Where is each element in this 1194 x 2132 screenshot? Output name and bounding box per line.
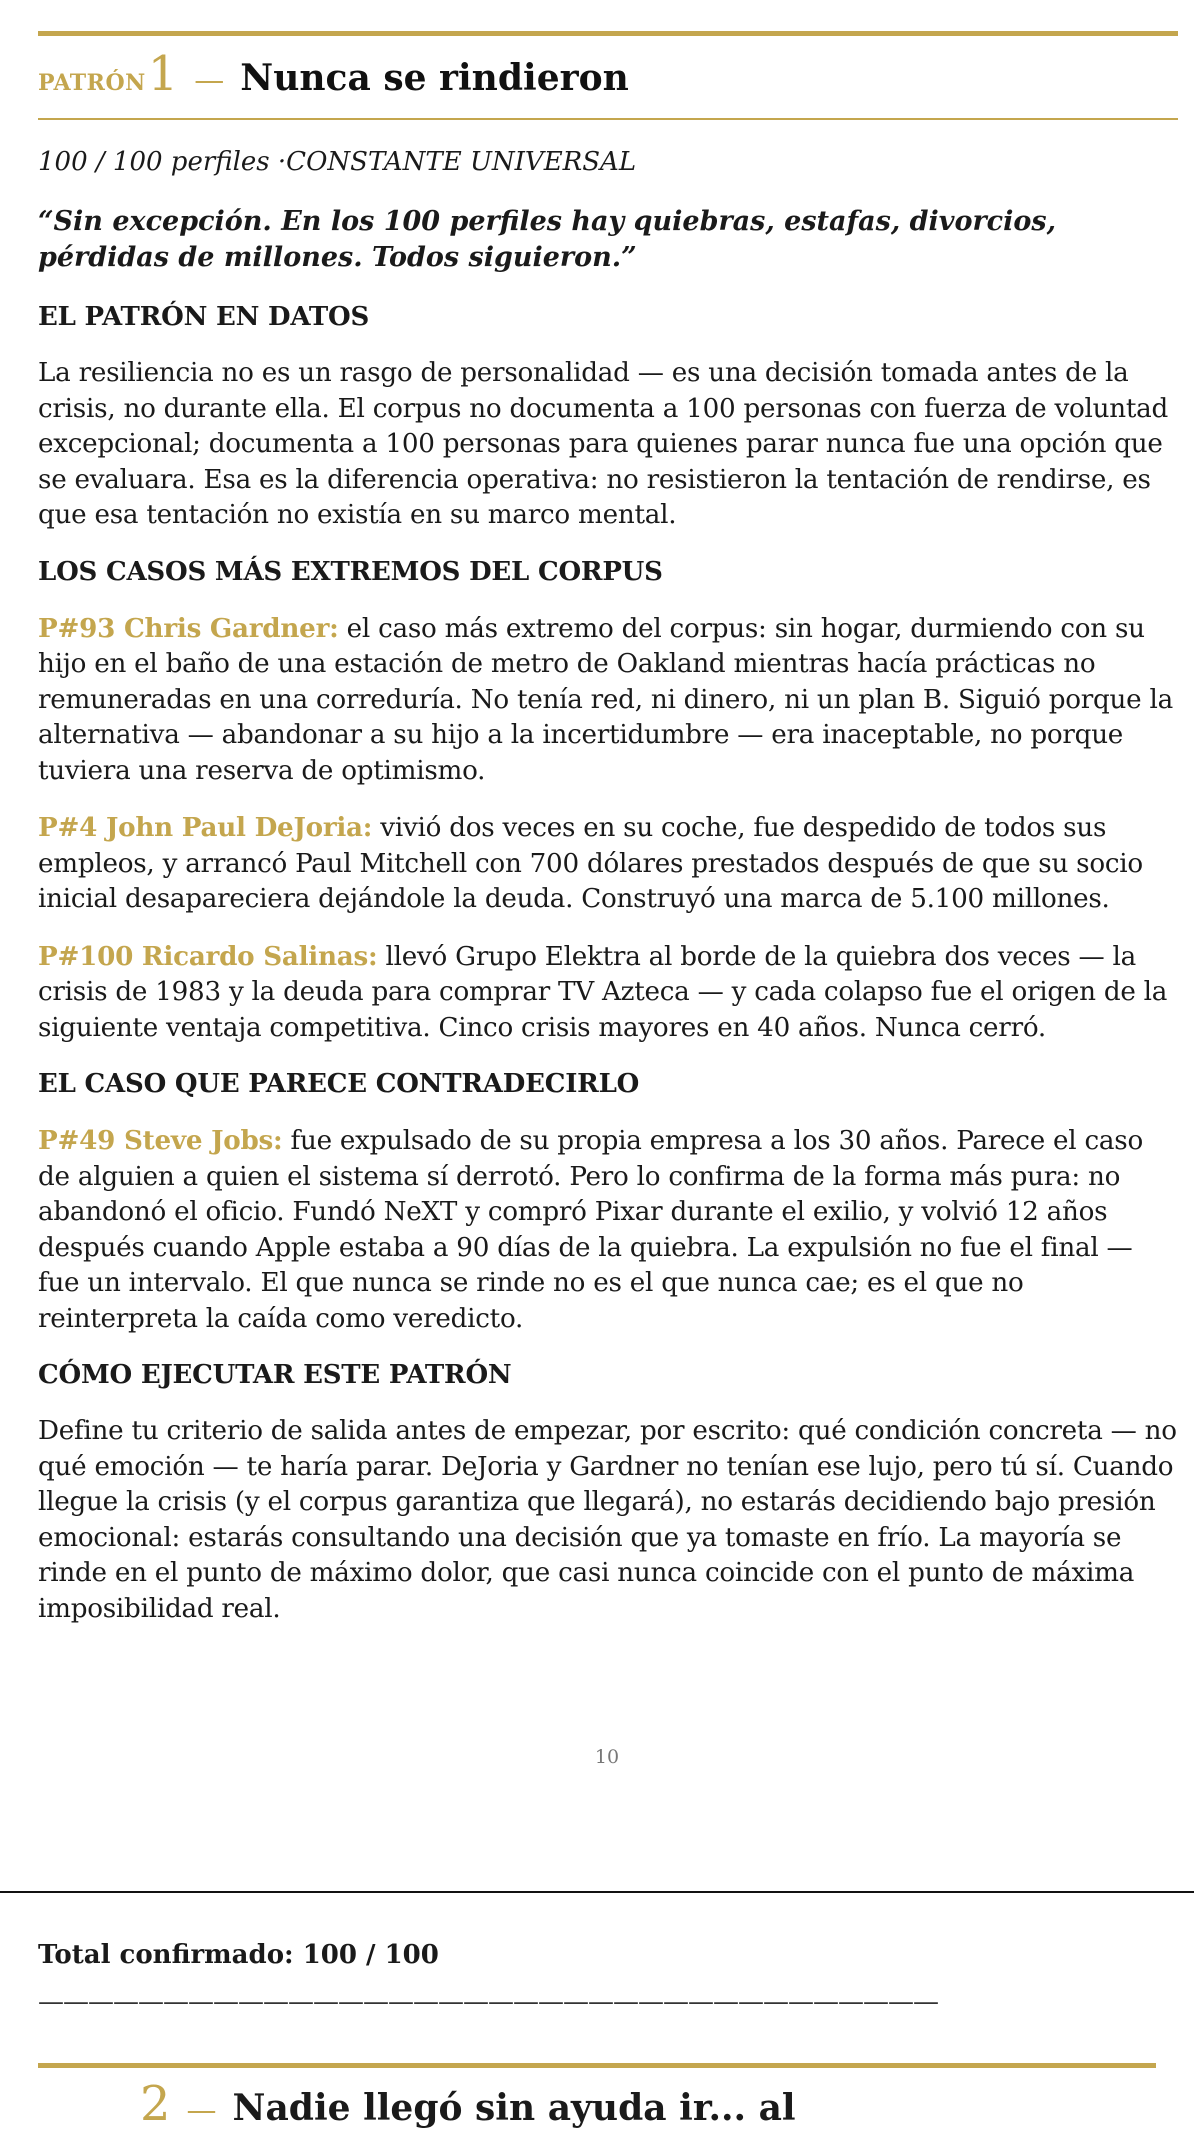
dash-separator: ———————————————————————————————————— <box>38 1987 938 2017</box>
pattern-title-row <box>38 46 629 116</box>
top-gold-rule <box>38 31 1178 36</box>
pattern-content <box>38 140 1178 1648</box>
pattern-label: PATRÓN <box>38 70 146 96</box>
page-number: 10 <box>594 1746 620 1768</box>
case-name: P#49 Steve Jobs: <box>38 1125 283 1156</box>
title-dash: — <box>194 63 225 98</box>
title-underline-rule <box>38 118 1178 120</box>
next-pattern-number: 2 <box>140 2076 171 2132</box>
case-paragraph <box>38 810 1178 918</box>
case-text: vivió dos veces en su coche, fue despedido de todos sus empleos, y arrancó Paul Mitchell con 700 dólares prestados después de que su socio inicial desapareciera dejándole la deuda. Construyó una marca de 5.100 millones. <box>38 813 1143 914</box>
section-heading-ejecutar: CÓMO EJECUTAR ESTE PATRÓN <box>38 1360 512 1390</box>
case-paragraph <box>38 611 1178 790</box>
section-text-datos: La resiliencia no es un rasgo de personalidad — es una decisión tomada antes de la crisis, no durante ella. El corpus no documenta a 100 personas con fuerza de voluntad excepcional; documenta a 100 personas para quienes parar nunca fue una opción que se evaluara. Esa es la diferencia operativa: no resistieron la tentación de rendirse, es que esa tentación no existía en su marco mental. <box>38 358 1169 530</box>
case-text: fue expulsado de su propia empresa a los 30 años. Parece el caso de alguien a quien el sistema sí derrotó. Pero lo confirma de la forma más pura: no abandonó el oficio. Fundó NeXT y compró Pixar durante el exilio, y volvió 12 años después cuando Apple estaba a 90 días de la quiebra. La expulsión no fue el final — fue un intervalo. El que nunca se rinde no es el que nunca cae; es el que no reinterpreta la caída como veredicto. <box>38 1126 1143 1334</box>
next-pattern-title-row <box>140 2076 796 2132</box>
case-text: el caso más extremo del corpus: sin hogar, durmiendo con su hijo en el baño de una estación de metro de Oakland mientras hacía prácticas no remuneradas en una correduría. No tenía red, ni dinero, ni un plan B. Siguió porque la alternativa — abandonar a su hijo a la incertidumbre — era inaceptable, no porque tuviera una reserva de optimismo. <box>38 613 1173 786</box>
next-pattern-title: Nadie llegó sin ayuda ir... al <box>232 2087 796 2129</box>
section-heading-extremos: LOS CASOS MÁS EXTREMOS DEL CORPUS <box>38 556 663 587</box>
section-heading-datos: EL PATRÓN EN DATOS <box>38 302 370 332</box>
case-paragraph <box>38 939 1178 1047</box>
case-name: P#93 Chris Gardner: <box>38 612 339 644</box>
case-name: P#4 John Paul DeJoria: <box>38 812 373 843</box>
case-name: P#100 Ricardo Salinas: <box>38 940 378 972</box>
case-paragraph <box>38 1123 1178 1337</box>
section-text-ejecutar: Define tu criterio de salida antes de empezar, por escrito: qué condición concreta — no qué emoción — te haría parar. DeJoria y Gardner no tenían ese lujo, pero tú sí. Cuando llegue la crisis (y el corpus garantiza que llegará), no estarás decidiendo bajo presión emocional: estarás consultando una decisión que ya tomaste en frío. La mayoría se rinde en el punto de máximo dolor, que casi nunca coincide con el punto de máxima imposibilidad real. <box>38 1416 1177 1624</box>
pattern-meta: 100 / 100 perfiles ·CONSTANTE UNIVERSAL <box>38 147 637 177</box>
pattern-number: 1 <box>147 46 179 102</box>
next-section-gold-rule <box>38 2063 1156 2068</box>
total-confirmed: Total confirmado: 100 / 100 <box>38 1940 439 1970</box>
case-text: llevó Grupo Elektra al borde de la quiebra dos veces — la crisis de 1983 y la deuda para comprar TV Azteca — y cada colapso fue el origen de la siguiente ventaja competitiva. Cinco crisis mayores en 40 años. Nunca cerró. <box>38 941 1168 1043</box>
pattern-quote: “Sin excepción. En los 100 perfiles hay quiebras, estafas, divorcios, pérdidas de millones. Todos siguieron.” <box>38 206 1056 273</box>
next-title-dash: — <box>186 2093 217 2128</box>
pattern-title: Nunca se rindieron <box>240 57 629 99</box>
section-heading-contradecir: EL CASO QUE PARECE CONTRADECIRLO <box>38 1069 640 1099</box>
page-break-divider <box>0 1891 1194 1893</box>
